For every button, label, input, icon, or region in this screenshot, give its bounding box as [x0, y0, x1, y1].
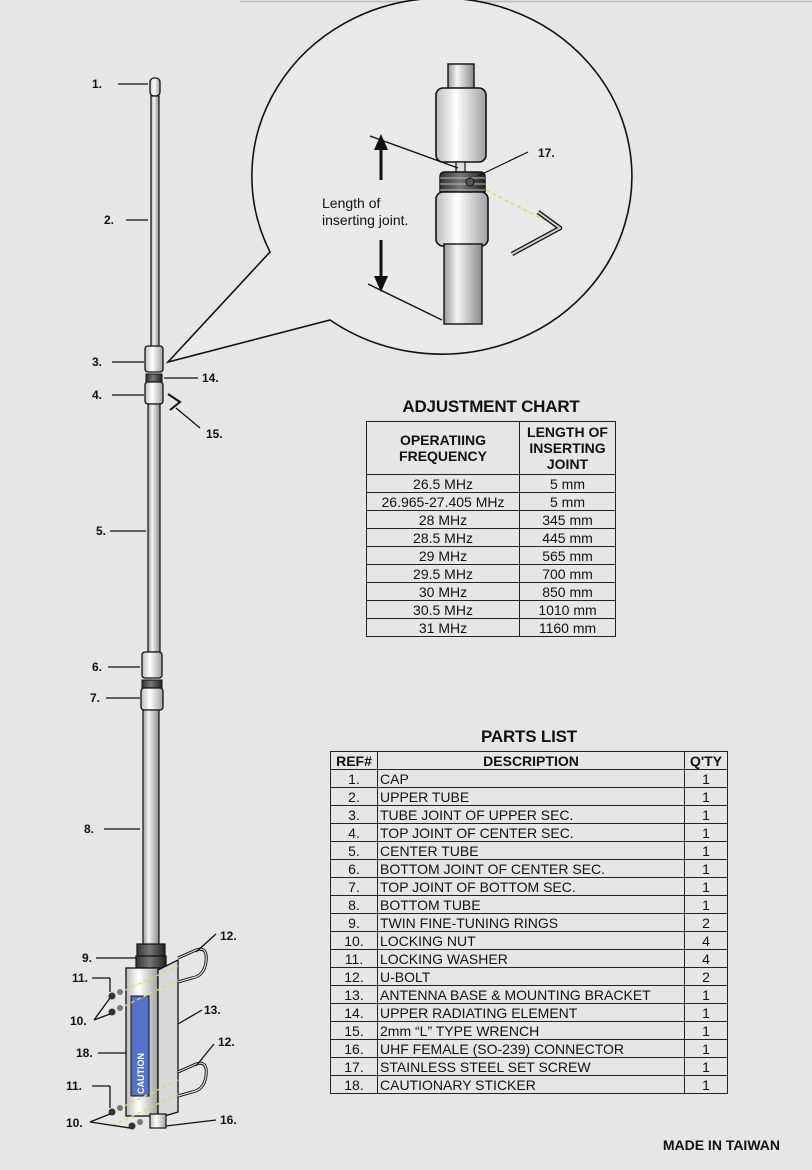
length-cell: 1160 mm	[520, 619, 616, 637]
frequency-cell: 26.5 MHz	[367, 475, 520, 493]
table-row	[331, 1058, 728, 1076]
table-row	[331, 950, 728, 968]
callout-12a: 12.	[220, 929, 237, 943]
ref-cell: 5.	[331, 842, 378, 860]
description-cell: TUBE JOINT OF UPPER SEC.	[378, 806, 685, 824]
table-row	[367, 601, 616, 619]
frequency-cell: 29 MHz	[367, 547, 520, 565]
ref-cell: 8.	[331, 896, 378, 914]
frequency-cell: 30.5 MHz	[367, 601, 520, 619]
adjustment-chart-header-row	[367, 422, 616, 475]
length-cell: 565 mm	[520, 547, 616, 565]
qty-cell: 1	[685, 770, 728, 788]
table-row	[331, 842, 728, 860]
description-cell: UPPER TUBE	[378, 788, 685, 806]
frequency-cell: 31 MHz	[367, 619, 520, 637]
table-row	[367, 565, 616, 583]
qty-cell: 1	[685, 986, 728, 1004]
callout-18: 18.	[76, 1046, 93, 1060]
table-row	[331, 788, 728, 806]
description-cell: TOP JOINT OF BOTTOM SEC.	[378, 878, 685, 896]
callout-7: 7.	[90, 691, 101, 705]
qty-cell: 1	[685, 1076, 728, 1094]
ref-cell: 18.	[331, 1076, 378, 1094]
qty-cell: 1	[685, 788, 728, 806]
length-cell: 5 mm	[520, 475, 616, 493]
length-cell: 700 mm	[520, 565, 616, 583]
table-row	[331, 914, 728, 932]
length-cell: 1010 mm	[520, 601, 616, 619]
parts-list-header-row	[331, 752, 728, 770]
parts-list-table	[330, 751, 728, 1094]
ref-cell: 1.	[331, 770, 378, 788]
length-cell: 850 mm	[520, 583, 616, 601]
adjustment-chart-title: ADJUSTMENT CHART	[402, 397, 580, 416]
callout-5: 5.	[96, 524, 107, 538]
ref-cell: 11.	[331, 950, 378, 968]
qty-cell: 1	[685, 896, 728, 914]
qty-cell: 2	[685, 968, 728, 986]
ref-cell: 14.	[331, 1004, 378, 1022]
caution-sticker-text: CAUTION	[136, 1053, 146, 1094]
description-cell: 2mm “L” TYPE WRENCH	[378, 1022, 685, 1040]
description-cell: TOP JOINT OF CENTER SEC.	[378, 824, 685, 842]
length-cell: 5 mm	[520, 493, 616, 511]
ref-cell: 9.	[331, 914, 378, 932]
callout-4: 4.	[92, 388, 103, 402]
length-header	[520, 422, 616, 475]
table-row	[367, 511, 616, 529]
antenna-figure	[109, 78, 207, 1130]
qty-cell: 1	[685, 824, 728, 842]
table-row	[331, 860, 728, 878]
callout-6: 6.	[92, 660, 103, 674]
qty-cell: 1	[685, 1058, 728, 1076]
callout-10a: 10.	[70, 1014, 87, 1028]
table-row	[331, 806, 728, 824]
description-cell: LOCKING WASHER	[378, 950, 685, 968]
description-cell: UPPER RADIATING ELEMENT	[378, 1004, 685, 1022]
callout-14: 14.	[202, 371, 219, 385]
description-cell: ANTENNA BASE & MOUNTING BRACKET	[378, 986, 685, 1004]
callout-1: 1.	[92, 77, 103, 91]
table-row	[331, 932, 728, 950]
callout-11a: 11.	[72, 971, 89, 985]
ref-cell: 6.	[331, 860, 378, 878]
table-row	[331, 1022, 728, 1040]
frequency-cell: 26.965-27.405 MHz	[367, 493, 520, 511]
description-cell: BOTTOM JOINT OF CENTER SEC.	[378, 860, 685, 878]
frequency-cell: 30 MHz	[367, 583, 520, 601]
table-row	[331, 1076, 728, 1094]
ref-cell: 17.	[331, 1058, 378, 1076]
made-in-label: MADE IN TAIWAN	[662, 1137, 780, 1153]
table-row	[367, 475, 616, 493]
callout-17: 17.	[538, 146, 555, 160]
table-row	[331, 986, 728, 1004]
ref-cell: 3.	[331, 806, 378, 824]
qty-cell: 2	[685, 914, 728, 932]
description-header: DESCRIPTION	[378, 752, 685, 770]
description-cell: CAP	[378, 770, 685, 788]
ref-cell: 12.	[331, 968, 378, 986]
length-header-line1: LENGTH OF	[527, 424, 608, 440]
description-cell: CENTER TUBE	[378, 842, 685, 860]
qty-cell: 1	[685, 806, 728, 824]
description-cell: TWIN FINE-TUNING RINGS	[378, 914, 685, 932]
qty-cell: 1	[685, 878, 728, 896]
qty-cell: 1	[685, 842, 728, 860]
qty-header: Q'TY	[685, 752, 728, 770]
callout-9: 9.	[82, 951, 93, 965]
table-row	[367, 547, 616, 565]
table-row	[331, 896, 728, 914]
qty-cell: 1	[685, 1004, 728, 1022]
description-cell: U-BOLT	[378, 968, 685, 986]
table-row	[367, 583, 616, 601]
table-row	[331, 1004, 728, 1022]
frequency-header-line2: FREQUENCY	[399, 448, 487, 464]
ref-cell: 13.	[331, 986, 378, 1004]
qty-cell: 1	[685, 860, 728, 878]
length-cell: 345 mm	[520, 511, 616, 529]
description-cell: BOTTOM TUBE	[378, 896, 685, 914]
ref-cell: 10.	[331, 932, 378, 950]
table-row	[367, 493, 616, 511]
ref-cell: 4.	[331, 824, 378, 842]
qty-cell: 4	[685, 932, 728, 950]
description-cell: LOCKING NUT	[378, 932, 685, 950]
frequency-cell: 28 MHz	[367, 511, 520, 529]
qty-cell: 1	[685, 1040, 728, 1058]
description-cell: CAUTIONARY STICKER	[378, 1076, 685, 1094]
ref-cell: 15.	[331, 1022, 378, 1040]
table-row	[331, 824, 728, 842]
callout-12b: 12.	[218, 1035, 235, 1049]
adjustment-chart-table	[366, 421, 616, 637]
callout-8: 8.	[84, 822, 95, 836]
frequency-header-line1: OPERATIING	[399, 432, 487, 448]
table-row	[331, 878, 728, 896]
length-header-line2: INSERTING	[529, 440, 606, 456]
table-row	[367, 529, 616, 547]
length-label-line1: Length of	[322, 195, 381, 211]
callout-10b: 10.	[66, 1116, 83, 1130]
callout-3: 3.	[92, 355, 103, 369]
qty-cell: 4	[685, 950, 728, 968]
callout-2: 2.	[104, 213, 115, 227]
frequency-cell: 28.5 MHz	[367, 529, 520, 547]
length-header-line3: JOINT	[546, 456, 589, 472]
description-cell: UHF FEMALE (SO-239) CONNECTOR	[378, 1040, 685, 1058]
parts-list-title: PARTS LIST	[481, 727, 577, 746]
description-cell: STAINLESS STEEL SET SCREW	[378, 1058, 685, 1076]
table-row	[331, 1040, 728, 1058]
length-cell: 445 mm	[520, 529, 616, 547]
frequency-header	[367, 422, 520, 475]
table-row	[331, 770, 728, 788]
detail-bubble	[168, 0, 632, 362]
ref-cell: 2.	[331, 788, 378, 806]
frequency-cell: 29.5 MHz	[367, 565, 520, 583]
length-label-line2: inserting joint.	[322, 212, 409, 228]
callout-11b: 11.	[66, 1079, 83, 1093]
table-row	[331, 968, 728, 986]
ref-cell: 7.	[331, 878, 378, 896]
callout-16: 16.	[220, 1113, 237, 1127]
callout-15: 15.	[206, 427, 223, 441]
table-row	[367, 619, 616, 637]
ref-cell: 16.	[331, 1040, 378, 1058]
ref-header: REF#	[331, 752, 378, 770]
qty-cell: 1	[685, 1022, 728, 1040]
callout-13: 13.	[204, 1003, 221, 1017]
